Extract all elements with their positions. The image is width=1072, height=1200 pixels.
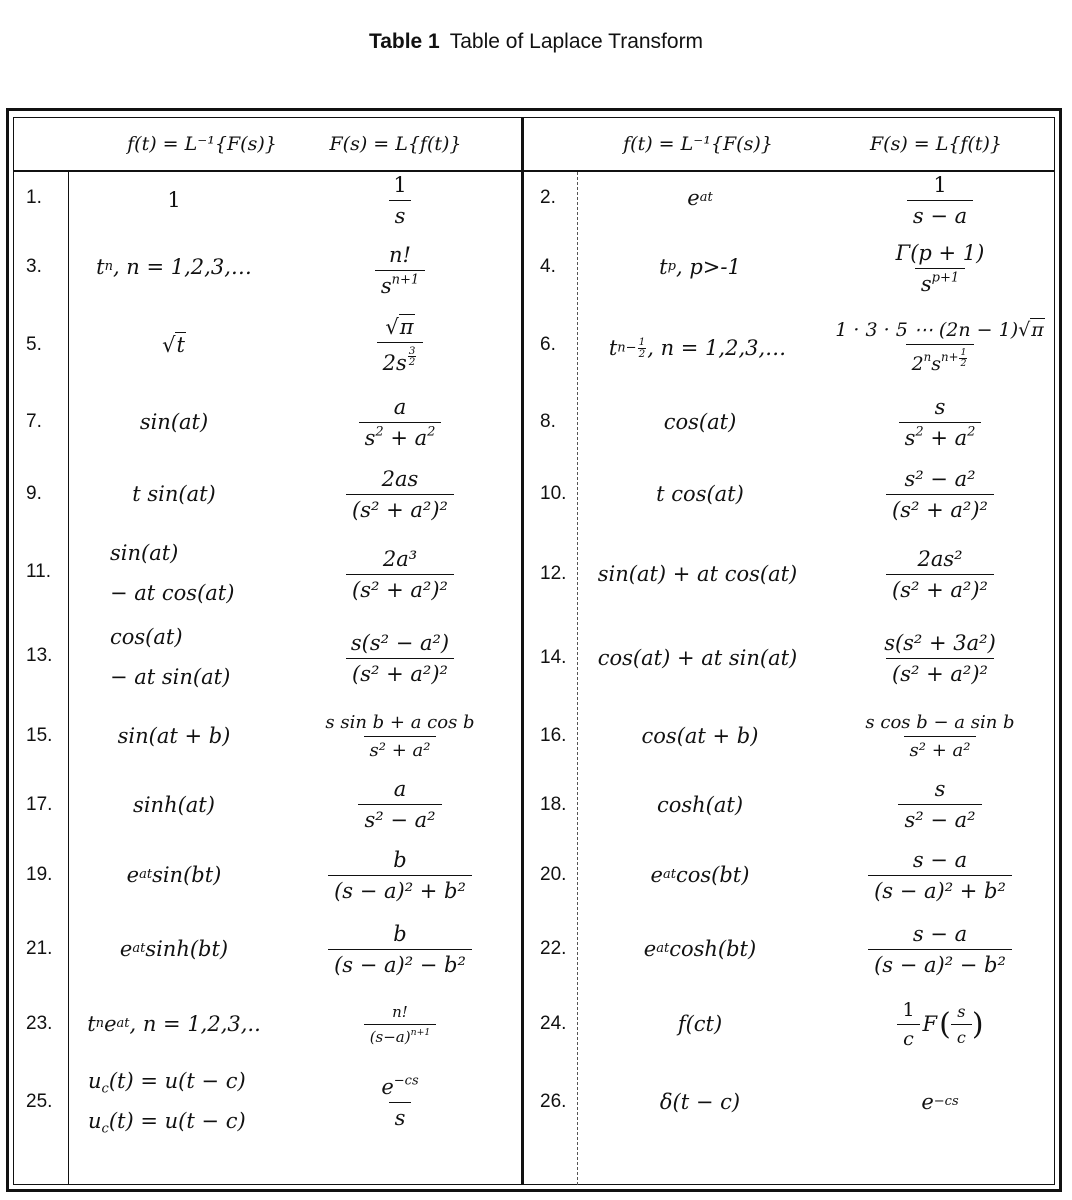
row-6-Fs: 1 · 3 · 5 ⋯ (2n − 1)√π $2^ns^{n+ \frac{1}{2}}$ — [835, 319, 1044, 375]
row-11-ft: sin(at) − at cos(at) — [110, 541, 235, 605]
row-number-4: 4. — [540, 256, 556, 277]
row-23-ft: t n e at , n = 1,2,3,.. — [87, 1012, 261, 1036]
row-18-ft: cosh(at) — [656, 793, 744, 817]
row-10-Fs: $\frac{\text{s² − a²}}{\text{(s² + a²)²}}$ — [840, 460, 1040, 528]
row-10-ft: t cos(at) — [656, 482, 744, 506]
row-14-Fs: $\frac{\text{s(s² + 3a²)}}{\text{(s² + a²)²}}$ — [884, 630, 996, 686]
row-number-23: 23. — [26, 1013, 53, 1034]
row-5-Fs: √π 2s $^{\frac{3}{2}}$ — [300, 306, 500, 384]
row-4-ft: t p , p>-1 — [659, 255, 741, 279]
row-1-ft: 1 — [167, 188, 181, 212]
row-17-Fs: $\frac{a}{\text{s² − a²}}$ — [300, 772, 500, 836]
row-13-ft: cos(at) − at sin(at) — [110, 625, 231, 689]
row-7-ft: sin(at) — [139, 410, 209, 434]
header-right-Fs: F(s) = L{f(t)} — [869, 133, 1003, 155]
row-13-Fs: $\frac{\text{s(s² − a²)}}{\text{(s² + a²)²}}$ — [300, 624, 500, 692]
row-21-Fs: $\frac{b}{\text{(s − a)² − b²}}$ — [300, 915, 500, 983]
row-number-15: 15. — [26, 725, 53, 746]
row-19-ft: e at sin(bt) — [126, 863, 222, 887]
row-number-24: 24. — [540, 1013, 567, 1034]
row-8-Fs: $\frac{s}{s^2 + a^2}$ — [840, 390, 1040, 454]
row-12-Fs: $\frac{\text{2as²}}{\text{(s² + a²)²}}$ — [840, 540, 1040, 608]
row-25-ft: $u_c(t) = u(t - c)$ $u_c(t) = u(t - c)$ — [88, 1069, 246, 1137]
row-19-Fs: $\frac{b}{\text{(s − a)² + b²}}$ — [300, 841, 500, 909]
row-17-ft: sinh(at) — [133, 793, 215, 817]
row-3-ft: t n , n = 1,2,3,… — [96, 255, 252, 279]
row-number-18: 18. — [540, 794, 567, 815]
row-number-1: 1. — [26, 187, 42, 208]
row-21-ft: e at sinh(bt) — [119, 937, 229, 961]
row-25-Fs: $\frac{e^{-cs}}{s}$ — [381, 1072, 419, 1130]
row-15-ft: sin(at + b) — [117, 724, 231, 748]
row-22-ft: e at cosh(bt) — [643, 937, 757, 961]
row-number-17: 17. — [26, 794, 53, 815]
row-number-21: 21. — [26, 938, 53, 959]
row-4-Fs: $\frac{\Gamma(p + 1)}{s^{p+1}}$ — [895, 240, 985, 296]
row-16-ft: cos(at + b) — [641, 724, 759, 748]
row-number-3: 3. — [26, 256, 42, 277]
header-left-ft: f(t) = L⁻¹{F(s)} — [127, 133, 277, 155]
row-number-5: 5. — [26, 334, 42, 355]
row-14-ft: cos(at) + at sin(at) — [597, 646, 798, 670]
row-number-26: 26. — [540, 1091, 567, 1112]
rule-center-divider — [521, 117, 524, 1185]
row-16-Fs: $\frac{\text{s cos b − a sin b}}{\text{s² + a²}}$ — [865, 711, 1015, 761]
row-number-25: 25. — [26, 1091, 53, 1112]
row-number-6: 6. — [540, 334, 556, 355]
row-number-14: 14. — [540, 647, 567, 668]
row-number-7: 7. — [26, 411, 42, 432]
row-3-Fs: $\frac{n!}{s^{n+1}}$ — [300, 238, 500, 302]
row-number-19: 19. — [26, 864, 53, 885]
row-20-Fs: $\frac{s - a}{\text{(s − a)² + b²}}$ — [840, 841, 1040, 909]
row-number-16: 16. — [540, 725, 567, 746]
row-number-13: 13. — [26, 645, 53, 666]
row-9-ft: t sin(at) — [132, 482, 216, 506]
row-24-Fs: $\frac{1}{c}$ F ( $\frac{s}{c}$ ) — [840, 992, 1040, 1056]
row-number-20: 20. — [540, 864, 567, 885]
row-6-ft: t n− $\frac{1}{2}$ , n = 1,2,3,… — [608, 336, 787, 360]
row-26-ft: δ(t − c) — [659, 1090, 741, 1114]
rule-right-number-column — [577, 172, 578, 1185]
row-8-ft: cos(at) — [663, 410, 737, 434]
row-26-Fs: e −cs — [921, 1090, 959, 1114]
row-9-Fs: $\frac{2as}{\text{(s² + a²)²}}$ — [300, 460, 500, 528]
row-number-11: 11. — [26, 561, 52, 582]
caption-label: Table 1 — [368, 30, 440, 53]
row-24-ft: f(ct) — [677, 1012, 723, 1036]
row-2-Fs: $\frac{1}{s - a}$ — [840, 168, 1040, 232]
row-18-Fs: $\frac{s}{\text{s² − a²}}$ — [840, 772, 1040, 836]
row-2-ft: e at — [687, 186, 713, 210]
row-number-22: 22. — [540, 938, 567, 959]
row-23-Fs: $\frac{n!}{(s-a)^{n+1}}$ — [300, 996, 500, 1052]
row-number-9: 9. — [26, 483, 42, 504]
row-5-ft: √t — [162, 333, 185, 357]
row-11-Fs: $\frac{\text{2a³}}{\text{(s² + a²)²}}$ — [300, 540, 500, 608]
row-1-Fs: $\frac{1}{s}$ — [300, 168, 500, 232]
row-22-Fs: $\frac{s - a}{\text{(s − a)² − b²}}$ — [840, 915, 1040, 983]
row-number-12: 12. — [540, 563, 567, 584]
header-right-ft: f(t) = L⁻¹{F(s)} — [623, 133, 773, 155]
row-number-10: 10. — [540, 483, 567, 504]
table-caption — [0, 30, 1072, 54]
row-number-8: 8. — [540, 411, 556, 432]
row-number-2: 2. — [540, 187, 556, 208]
row-20-ft: e at cos(bt) — [650, 863, 750, 887]
header-left-Fs: F(s) = L{f(t)} — [329, 133, 462, 155]
caption-title: Table of Laplace Transform — [449, 30, 704, 53]
row-15-Fs: $\frac{\text{s sin b + a cos b}}{\text{s² + a²}}$ — [325, 711, 475, 761]
row-7-Fs: $\frac{a}{s^2 + a^2}$ — [300, 390, 500, 454]
row-12-ft: sin(at) + at cos(at) — [597, 562, 798, 586]
